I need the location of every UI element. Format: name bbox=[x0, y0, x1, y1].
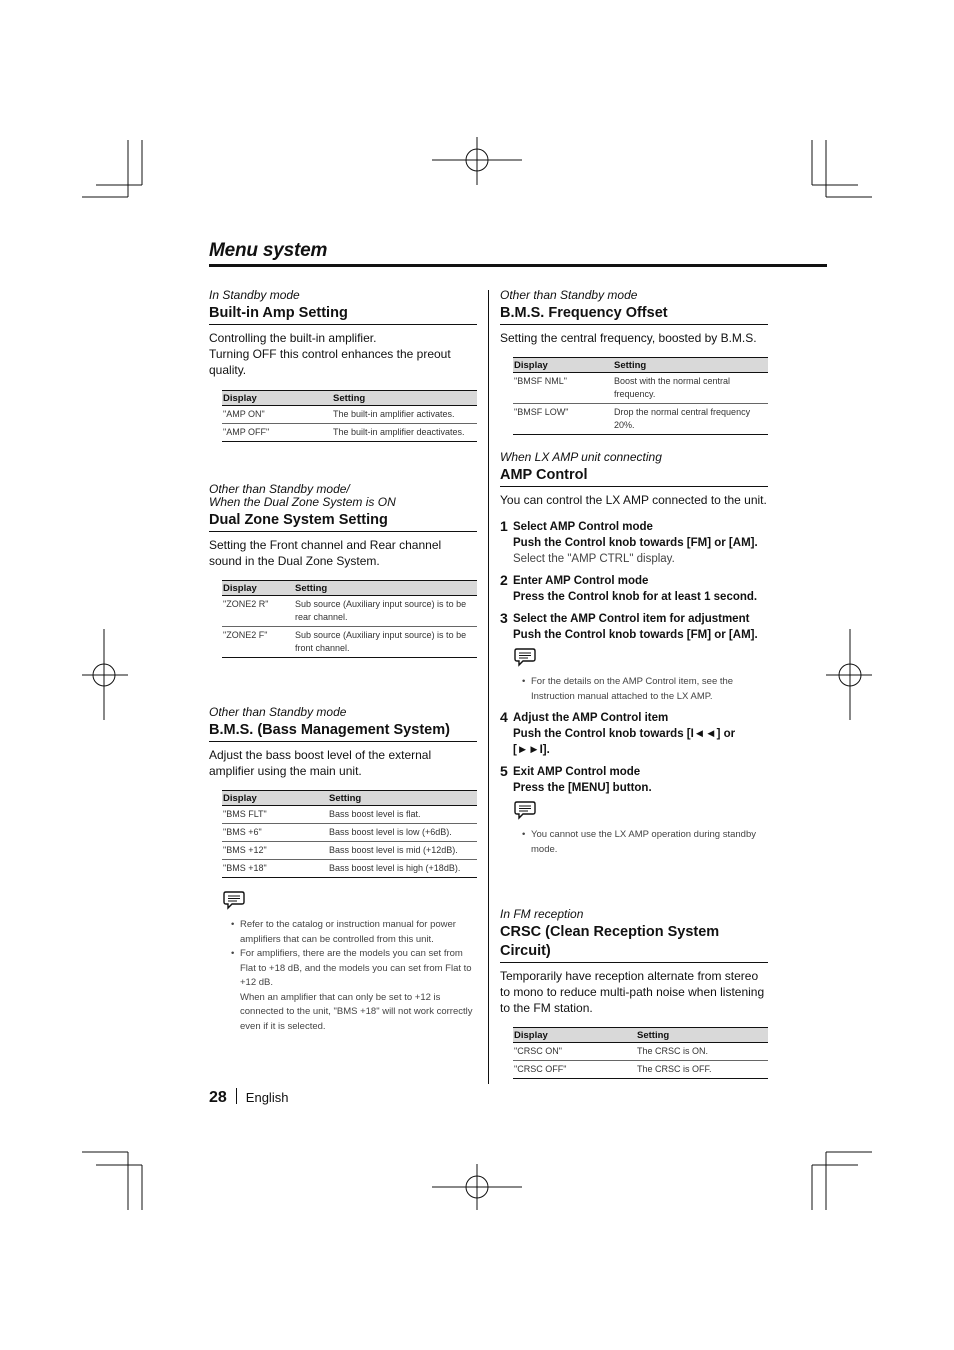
table-cell: Sub source (Auxiliary input source) is to be front channel. bbox=[294, 627, 477, 658]
step-action: Push the Control knob towards [FM] or [AM]. bbox=[513, 537, 758, 549]
mode-label: Other than Standby mode bbox=[209, 705, 347, 719]
mode-label: When the Dual Zone System is ON bbox=[209, 495, 396, 509]
step-2 bbox=[500, 573, 768, 605]
section-description bbox=[209, 330, 477, 378]
note-icon bbox=[513, 647, 537, 667]
table-cell: "AMP OFF" bbox=[222, 424, 332, 442]
note-text: When an amplifier that can only be set to +12 is connected to the unit, "BMS +18" will not work correctly even if it is selected. bbox=[240, 991, 473, 1032]
notes-list bbox=[500, 675, 768, 704]
step-title: Select the AMP Control item for adjustment bbox=[513, 613, 750, 625]
table-cell: "AMP ON" bbox=[222, 406, 332, 424]
notes-list bbox=[209, 918, 477, 1034]
table-cell: Drop the normal central frequency 20%. bbox=[613, 404, 768, 435]
step-detail: Select the "AMP CTRL" display. bbox=[513, 553, 675, 565]
table-cell: "BMS +18" bbox=[222, 860, 328, 878]
step-number: 1 bbox=[500, 518, 508, 534]
table-header: Setting bbox=[613, 358, 768, 373]
note-icon bbox=[222, 890, 246, 910]
note-item: • You cannot use the LX AMP operation during standby mode. bbox=[522, 828, 768, 857]
settings-table bbox=[222, 390, 477, 442]
page-footer bbox=[209, 1088, 288, 1107]
note-text: For amplifiers, there are the models you can set from Flat to +18 dB, and the models you can set from Flat to +12 dB. bbox=[240, 948, 472, 988]
bms-section bbox=[209, 706, 477, 1034]
table-cell: "ZONE2 F" bbox=[222, 627, 294, 658]
step-title: Adjust the AMP Control item bbox=[513, 712, 669, 724]
step-4 bbox=[500, 710, 768, 758]
step-1 bbox=[500, 519, 768, 567]
table-row bbox=[222, 824, 477, 842]
table-cell: "BMS +6" bbox=[222, 824, 328, 842]
mode-label: In FM reception bbox=[500, 907, 584, 921]
section-description: Setting the Front channel and Rear channel sound in the Dual Zone System. bbox=[209, 538, 442, 568]
table-cell: "ZONE2 R" bbox=[222, 596, 294, 627]
table-row bbox=[222, 596, 477, 627]
settings-table bbox=[222, 580, 477, 658]
step-5 bbox=[500, 764, 768, 796]
note-item: • For the details on the AMP Control item, see the Instruction manual attached to the LX AMP. bbox=[522, 675, 768, 704]
step-number: 3 bbox=[500, 610, 508, 626]
mode-label: In Standby mode bbox=[209, 288, 300, 302]
table-cell: Bass boost level is high (+18dB). bbox=[328, 860, 477, 878]
table-cell: The CRSC is OFF. bbox=[636, 1061, 768, 1079]
table-row bbox=[222, 627, 477, 658]
table-header: Display bbox=[222, 581, 294, 596]
table-row bbox=[513, 404, 768, 435]
step-number: 4 bbox=[500, 709, 508, 725]
table-cell: Bass boost level is mid (+12dB). bbox=[328, 842, 477, 860]
settings-table bbox=[513, 1027, 768, 1079]
page-title: Menu system bbox=[209, 240, 328, 261]
crsc-section bbox=[500, 908, 768, 1079]
language-label: English bbox=[245, 1090, 289, 1105]
step-title: Enter AMP Control mode bbox=[513, 575, 649, 587]
section-heading: Built-in Amp Setting bbox=[209, 304, 477, 325]
table-cell: "CRSC OFF" bbox=[513, 1061, 636, 1079]
step-action: Push the Control knob towards [FM] or [AM]. bbox=[513, 629, 758, 641]
table-cell: Bass boost level is flat. bbox=[328, 806, 477, 824]
footer-divider bbox=[236, 1088, 237, 1104]
table-cell: Boost with the normal central frequency. bbox=[613, 373, 768, 404]
step-title: Exit AMP Control mode bbox=[513, 766, 641, 778]
description-line: Controlling the built-in amplifier. bbox=[209, 331, 377, 345]
step-number: 5 bbox=[500, 763, 508, 779]
table-row bbox=[222, 806, 477, 824]
table-cell: The built-in amplifier activates. bbox=[332, 406, 477, 424]
section-description: Setting the central frequency, boosted by B.M.S. bbox=[500, 331, 757, 345]
note-item bbox=[231, 947, 477, 1034]
section-heading: AMP Control bbox=[500, 466, 768, 487]
section-heading: B.M.S. (Bass Management System) bbox=[209, 721, 477, 742]
settings-table bbox=[513, 357, 768, 435]
step-action: Push the Control knob towards [I◄◄] or [►►I]. bbox=[513, 728, 736, 756]
table-header: Setting bbox=[332, 391, 477, 406]
table-cell: "BMSF LOW" bbox=[513, 404, 613, 435]
table-header: Display bbox=[222, 391, 332, 406]
mode-label: Other than Standby mode/ bbox=[209, 482, 350, 496]
section-heading: CRSC (Clean Reception System Circuit) bbox=[500, 923, 768, 963]
table-cell: The CRSC is ON. bbox=[636, 1043, 768, 1061]
section-heading: Dual Zone System Setting bbox=[209, 511, 477, 532]
table-cell: Sub source (Auxiliary input source) is to be rear channel. bbox=[294, 596, 477, 627]
step-action: Press the [MENU] button. bbox=[513, 782, 652, 794]
dual-zone-section bbox=[209, 483, 477, 658]
step-3 bbox=[500, 611, 768, 643]
title-rule bbox=[209, 264, 827, 267]
column-divider bbox=[488, 290, 489, 1084]
section-description: Adjust the bass boost level of the external amplifier using the main unit. bbox=[209, 748, 432, 778]
notes-list bbox=[500, 828, 768, 857]
page-number: 28 bbox=[209, 1089, 227, 1106]
step-number: 2 bbox=[500, 572, 508, 588]
table-row bbox=[222, 424, 477, 442]
mode-label: Other than Standby mode bbox=[500, 288, 638, 302]
mode-label: When LX AMP unit connecting bbox=[500, 450, 662, 464]
table-header: Setting bbox=[636, 1028, 768, 1043]
table-header: Setting bbox=[328, 791, 477, 806]
step-title: Select AMP Control mode bbox=[513, 521, 653, 533]
table-header: Display bbox=[222, 791, 328, 806]
table-row bbox=[513, 1061, 768, 1079]
table-cell: "BMS FLT" bbox=[222, 806, 328, 824]
table-row bbox=[222, 406, 477, 424]
table-row bbox=[222, 860, 477, 878]
table-cell: Bass boost level is low (+6dB). bbox=[328, 824, 477, 842]
table-cell: "CRSC ON" bbox=[513, 1043, 636, 1061]
table-header: Display bbox=[513, 1028, 636, 1043]
table-cell: "BMS +12" bbox=[222, 842, 328, 860]
description-line: Turning OFF this control enhances the preout quality. bbox=[209, 347, 451, 377]
table-row bbox=[513, 1043, 768, 1061]
bmsf-section bbox=[500, 289, 768, 435]
builtin-amp-section bbox=[209, 289, 477, 442]
table-row bbox=[222, 842, 477, 860]
table-cell: "BMSF NML" bbox=[513, 373, 613, 404]
section-heading: B.M.S. Frequency Offset bbox=[500, 304, 768, 325]
table-cell: The built-in amplifier deactivates. bbox=[332, 424, 477, 442]
section-description: Temporarily have reception alternate from stereo to mono to reduce multi-path noise when listening to the FM station. bbox=[500, 969, 765, 1015]
note-item: • Refer to the catalog or instruction manual for power amplifiers that can be controlled from this unit. bbox=[231, 918, 477, 947]
settings-table bbox=[222, 790, 477, 878]
table-row bbox=[513, 373, 768, 404]
step-action: Press the Control knob for at least 1 second. bbox=[513, 591, 758, 603]
table-header: Setting bbox=[294, 581, 477, 596]
section-description: You can control the LX AMP connected to the unit. bbox=[500, 493, 767, 507]
amp-control-section bbox=[500, 451, 768, 857]
table-header: Display bbox=[513, 358, 613, 373]
note-icon bbox=[513, 800, 537, 820]
